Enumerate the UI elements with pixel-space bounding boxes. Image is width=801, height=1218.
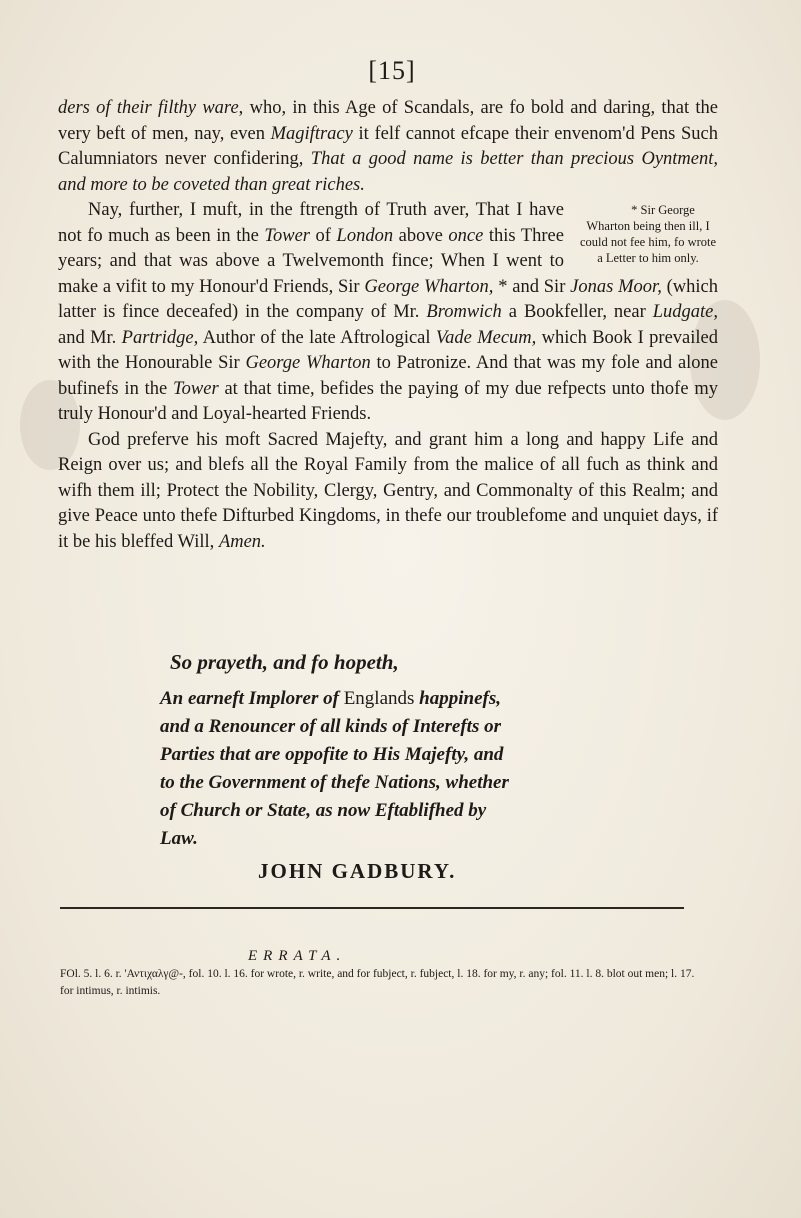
closing-run: happinefs, and a Renouncer of all kinds of Interefts or Parties that are oppofite to His Majefty, and to the Government of thefe Nations, whether of Church or State, as now Eftablifhed by Law.	[160, 688, 509, 849]
text-run: above	[393, 225, 449, 246]
author-name: JOHN GADBURY.	[258, 859, 457, 883]
text-run: , who, in this Age of Scandals, are fo bold and daring, that the very beft of men, nay, even	[58, 98, 719, 144]
closing-salutation: So prayeth, and fo hopeth,	[170, 650, 399, 674]
text-run: God preferve his moft Sacred Majefty, and grant him a long and happy Life and Reign over us; and blefs all the Royal Family from the malice of all fuch as think and wifh them ill; Protect the Nobility, Clergy, Gentry, and Commonalty of this Realm; and give Peace unto thefe Difturbed Kingdoms, in thefe our troublefome and unquiet days, if it be his bleffed Will,	[58, 429, 718, 552]
text-run: which Book I prevailed with the Honourable Sir	[58, 327, 718, 373]
text-run: a Bookfeller, near	[501, 302, 653, 322]
text-run: Tower	[264, 225, 310, 246]
closing-description	[160, 685, 520, 853]
text-run: Nay, further, I muft, in the ftrength of Truth aver, That I have not fo much as been in the	[58, 200, 564, 246]
text-run: Vade Mecum,	[435, 327, 537, 348]
errata-text: FOl. 5. l. 6. r. 'Αντιχαλγ@-, fol. 10. l. 16. for wrote, r. write, and for fubject, r. fubject, l. 18. for my, r. any; fol. 11. l. 8. blot out men; l. 17. for intimus, r. intimis.	[60, 968, 695, 997]
text-run: Magiftracy	[270, 123, 353, 144]
text-run: George Wharton	[245, 353, 371, 373]
text-run: at that time, befides the paying of my due refpects unto thofe my truly Honour'd and Loyal-hearted Friends.	[58, 378, 718, 424]
paragraph	[58, 96, 718, 198]
text-run: (which latter is fince deceafed) in the company of Mr.	[58, 276, 719, 322]
text-run: Ludgate,	[652, 302, 718, 322]
text-run: and Mr.	[58, 327, 122, 348]
text-run: Partridge,	[121, 327, 199, 348]
text-run: to Patronize. And that was my fole and alone bufinefs in the	[58, 353, 718, 399]
separator-rule	[60, 907, 684, 909]
text-run: That a good name is better than precious Oyntment, and more to be coveted than great riches.	[58, 149, 718, 195]
errata-title: ERRATA.	[248, 948, 347, 964]
closing-run: Englands	[343, 688, 420, 709]
text-run: once	[448, 225, 484, 246]
text-run: London	[336, 225, 394, 246]
paragraph	[58, 428, 718, 556]
text-run: Jonas Moor,	[570, 276, 662, 297]
page-number: [15]	[368, 56, 416, 85]
paragraph	[58, 198, 718, 428]
text-run: it felf cannot efcape their envenom'd Pens Such Calumniators never confidering,	[58, 123, 718, 169]
text-run: of	[310, 225, 337, 246]
closing-run: An earneft Implorer of	[160, 688, 344, 709]
text-run: George Wharton,	[364, 276, 494, 297]
closing-block	[0, 650, 801, 884]
body-text	[58, 96, 718, 555]
side-note: * Sir George Wharton being then ill, I could not fee him, fo wrote a Letter to him only.	[579, 203, 717, 265]
text-run: this Three years; and that was above a Twelvemonth fince; When I went to make a vifit to my Honour'd Friends, Sir	[58, 225, 564, 297]
text-run: Bromwich	[426, 302, 502, 322]
text-run: Author of the late Aftrological	[198, 327, 436, 348]
text-run: ders of their filthy ware	[58, 98, 239, 118]
text-run: Amen.	[218, 531, 266, 552]
text-run: * and Sir	[493, 276, 571, 297]
text-run: Tower	[173, 378, 219, 399]
